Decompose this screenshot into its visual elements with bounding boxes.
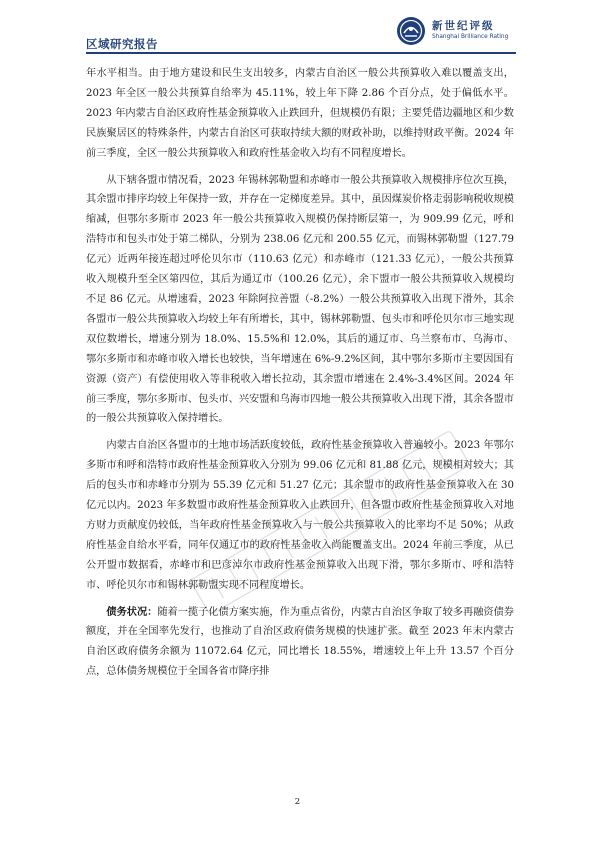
page-header — [0, 0, 595, 62]
brand-name: 新世纪评级 — [432, 20, 495, 32]
brand-subtitle: Shanghai Brilliance Rating — [432, 34, 509, 40]
brand-emblem-icon — [396, 16, 426, 46]
body-paragraph: 从下辖各盟市情况看，2023 年锡林郭勒盟和赤峰市一般公共预算收入规模排序位次互换，其余盟市排序均较上年保持一致，并存在一定梯度差异。其中，虽因煤炭价格走弱影响税收规模缩减，但鄂尔多斯市 2023 年一般公共预算收入规模仍保持断层第一，为 909.99 亿元，呼和浩特市和包头市处于第二梯队，分别为 238.06 亿元和 200.55 亿元，而锡林郭勒盟（127.79 亿元）近两年接连超过呼伦贝尔市（110.63 亿元）和赤峰市（121.33 亿元），一般公共预算收入规模升至全区第四位，其后为通辽市（100.26 亿元），余下盟市一般公共预算收入规模均不足 86 亿元。从增速看，2023 年除阿拉善盟（-8.2%）一般公共预算收入出现下滑外，其余各盟市一般公共预算收入均较上年有所增长，其中，锡林郭勒盟、包头市和呼伦贝尔市三地实现双位数增长，增速分别为 18.0%、15.5%和 12.0%，其后的通辽市、乌兰察布市、乌海市、鄂尔多斯市和赤峰市收入增长也较快，当年增速在 6%-9.2%区间，其中鄂尔多斯市主要因国有资源（资产）有偿使用收入等非税收入增长拉动，其余盟市增速在 2.4%-3.4%区间。2024 年前三季度，鄂尔多斯市、包头市、兴安盟和乌海市四地一般公共预算收入出现下滑，其余各盟市的一般公共预算收入保持增长。 — [86, 174, 514, 425]
section-title: 区域研究报告 — [86, 37, 158, 51]
debt-lead: 债务状况： — [106, 605, 158, 618]
body-paragraph: 内蒙古自治区各盟市的土地市场活跃度较低，政府性基金预算收入普遍较小。2023 年鄂尔多斯市和呼和浩特市政府性基金预算收入分别为 99.06 亿元和 81.88 亿元，规模相对较大；其后的包头市和赤峰市分别为 55.39 亿元和 51.27 亿元；其余盟市的政府性基金预算收入在 30 亿元以内。2023 年多数盟市政府性基金预算收入止跌回升，但各盟市政府性基金预算收入对地方财力贡献度仍较低，当年政府性基金预算收入与一般公共预算收入的比率均不足 50%；从政府性基金自给水平看，同年仅通辽市的政府性基金收入尚能覆盖支出。2024 年前三季度，从已公开盟市数据看，赤峰市和巴彦淖尔市政府性基金预算收入出现下滑，鄂尔多斯市、呼和浩特市、呼伦贝尔市和锡林郭勒盟实现不同程度增长。 — [86, 440, 514, 591]
brand-logo — [396, 14, 526, 48]
header-divider — [86, 52, 516, 54]
page-number: 2 — [294, 797, 301, 807]
report-body — [86, 64, 514, 682]
body-paragraph: 年水平相当。由于地方建设和民生支出较多，内蒙古自治区一般公共预算收入难以覆盖支出，2023 年全区一般公共预算自给率为 45.11%，较上年下降 2.86 个百分点，处于偏低水平。2023 年内蒙古自治区政府性基金预算收入止跌回升，但规模仍有限；主要凭借边疆地区和少数民族聚居区的特殊条件，内蒙古自治区可获取持续大额的财政补助，以维持财政平衡。2024 年前三季度，全区一般公共预算收入和政府性基金收入均有不同程度增长。 — [86, 68, 514, 159]
debt-text: 随着一揽子化债方案实施，作为重点省份，内蒙古自治区争取了较多再融资债券额度，并在全国率先发行，也推动了自治区政府债务规模的快速扩张。截至 2023 年末内蒙古自治区政府债务余额为 11072.64 亿元，同比增长 18.55%，增速较上年上升 13.57 个百分点，总体债务规模位于全国各省市降序排 — [86, 606, 514, 678]
debt-paragraph — [86, 603, 514, 683]
